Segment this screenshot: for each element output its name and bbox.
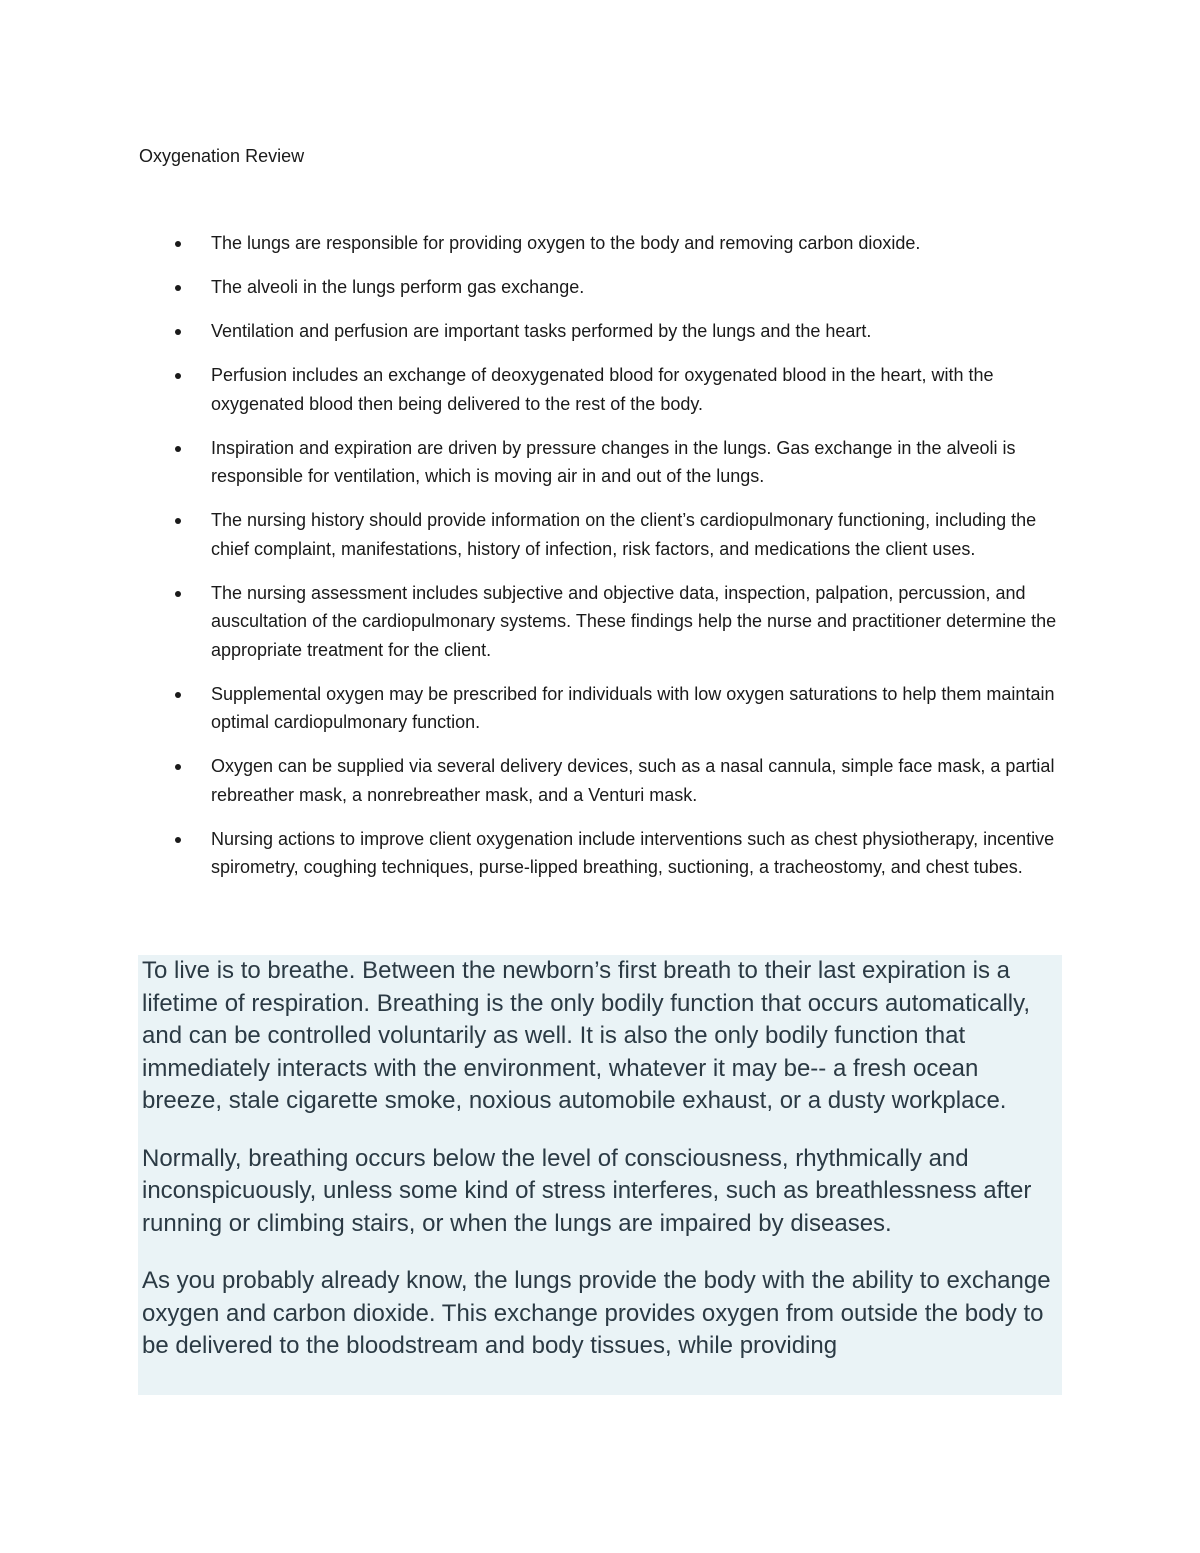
bullet-icon xyxy=(175,764,181,770)
list-item-text: Nursing actions to improve client oxygenation include interventions such as chest physiotherapy, incentive spirometry, coughing techniques, purse-lipped breathing, suctioning, a tracheostomy, and chest tubes. xyxy=(211,828,1055,877)
bullet-icon xyxy=(175,446,181,452)
list-item xyxy=(139,434,1069,491)
list-item xyxy=(139,825,1069,882)
list-item-text: The nursing assessment includes subjective and objective data, inspection, palpation, percussion, and auscultation of the cardiopulmonary systems. These findings help the nurse and practitioner determine the appropriate treatment for the client. xyxy=(211,582,1057,660)
excerpt-paragraph: To live is to breathe. Between the newborn’s first breath to their last expiration is a lifetime of respiration. Breathing is the only bodily function that occurs automatically, and can be controlled voluntarily as well. It is also the only bodily function that immediately interacts with the environment, whatever it may be-- a fresh ocean breeze, stale cigarette smoke, noxious automobile exhaust, or a dusty workplace. xyxy=(142,957,1030,1114)
list-item xyxy=(139,579,1069,665)
highlighted-excerpt xyxy=(138,955,1062,1395)
bullet-icon xyxy=(175,329,181,335)
list-item xyxy=(139,273,1069,302)
bullet-icon xyxy=(175,373,181,379)
list-item xyxy=(139,229,1069,258)
bullet-icon xyxy=(175,241,181,247)
list-item-text: Ventilation and perfusion are important tasks performed by the lungs and the heart. xyxy=(211,321,872,341)
list-item-text: The alveoli in the lungs perform gas exchange. xyxy=(211,277,585,297)
excerpt-paragraph: As you probably already know, the lungs provide the body with the ability to exchange oxygen and carbon dioxide. This exchange provides oxygen from outside the body to be delivered to the bloodstream and body tissues, while providing xyxy=(142,1267,1051,1359)
list-item-text: Perfusion includes an exchange of deoxygenated blood for oxygenated blood in the heart, with the oxygenated blood then being delivered to the rest of the body. xyxy=(211,365,994,414)
bullet-icon xyxy=(175,837,181,843)
list-item-text: Inspiration and expiration are driven by pressure changes in the lungs. Gas exchange in the alveoli is responsible for ventilation, which is moving air in and out of the lungs. xyxy=(211,437,1016,486)
key-points-list xyxy=(139,229,1069,897)
bullet-icon xyxy=(175,285,181,291)
list-item-text: Oxygen can be supplied via several delivery devices, such as a nasal cannula, simple face mask, a partial rebreather mask, a nonrebreather mask, and a Venturi mask. xyxy=(211,756,1055,805)
list-item xyxy=(139,506,1069,563)
document-title: Oxygenation Review xyxy=(139,146,305,166)
list-item-text: The nursing history should provide information on the client’s cardiopulmonary functioning, including the chief complaint, manifestations, history of infection, risk factors, and medications the client uses. xyxy=(211,510,1037,559)
bullet-icon xyxy=(175,518,181,524)
list-item xyxy=(139,361,1069,418)
excerpt-paragraph: Normally, breathing occurs below the level of consciousness, rhythmically and inconspicuously, unless some kind of stress interferes, such as breathlessness after running or climbing stairs, or when the lungs are impaired by diseases. xyxy=(142,1144,1032,1237)
list-item xyxy=(139,317,1069,346)
list-item-text: The lungs are responsible for providing oxygen to the body and removing carbon dioxide. xyxy=(211,233,921,253)
bullet-icon xyxy=(175,591,181,597)
list-item-text: Supplemental oxygen may be prescribed for individuals with low oxygen saturations to help them maintain optimal cardiopulmonary function. xyxy=(211,683,1055,732)
list-item xyxy=(139,752,1069,809)
list-item xyxy=(139,680,1069,737)
bullet-icon xyxy=(175,692,181,698)
